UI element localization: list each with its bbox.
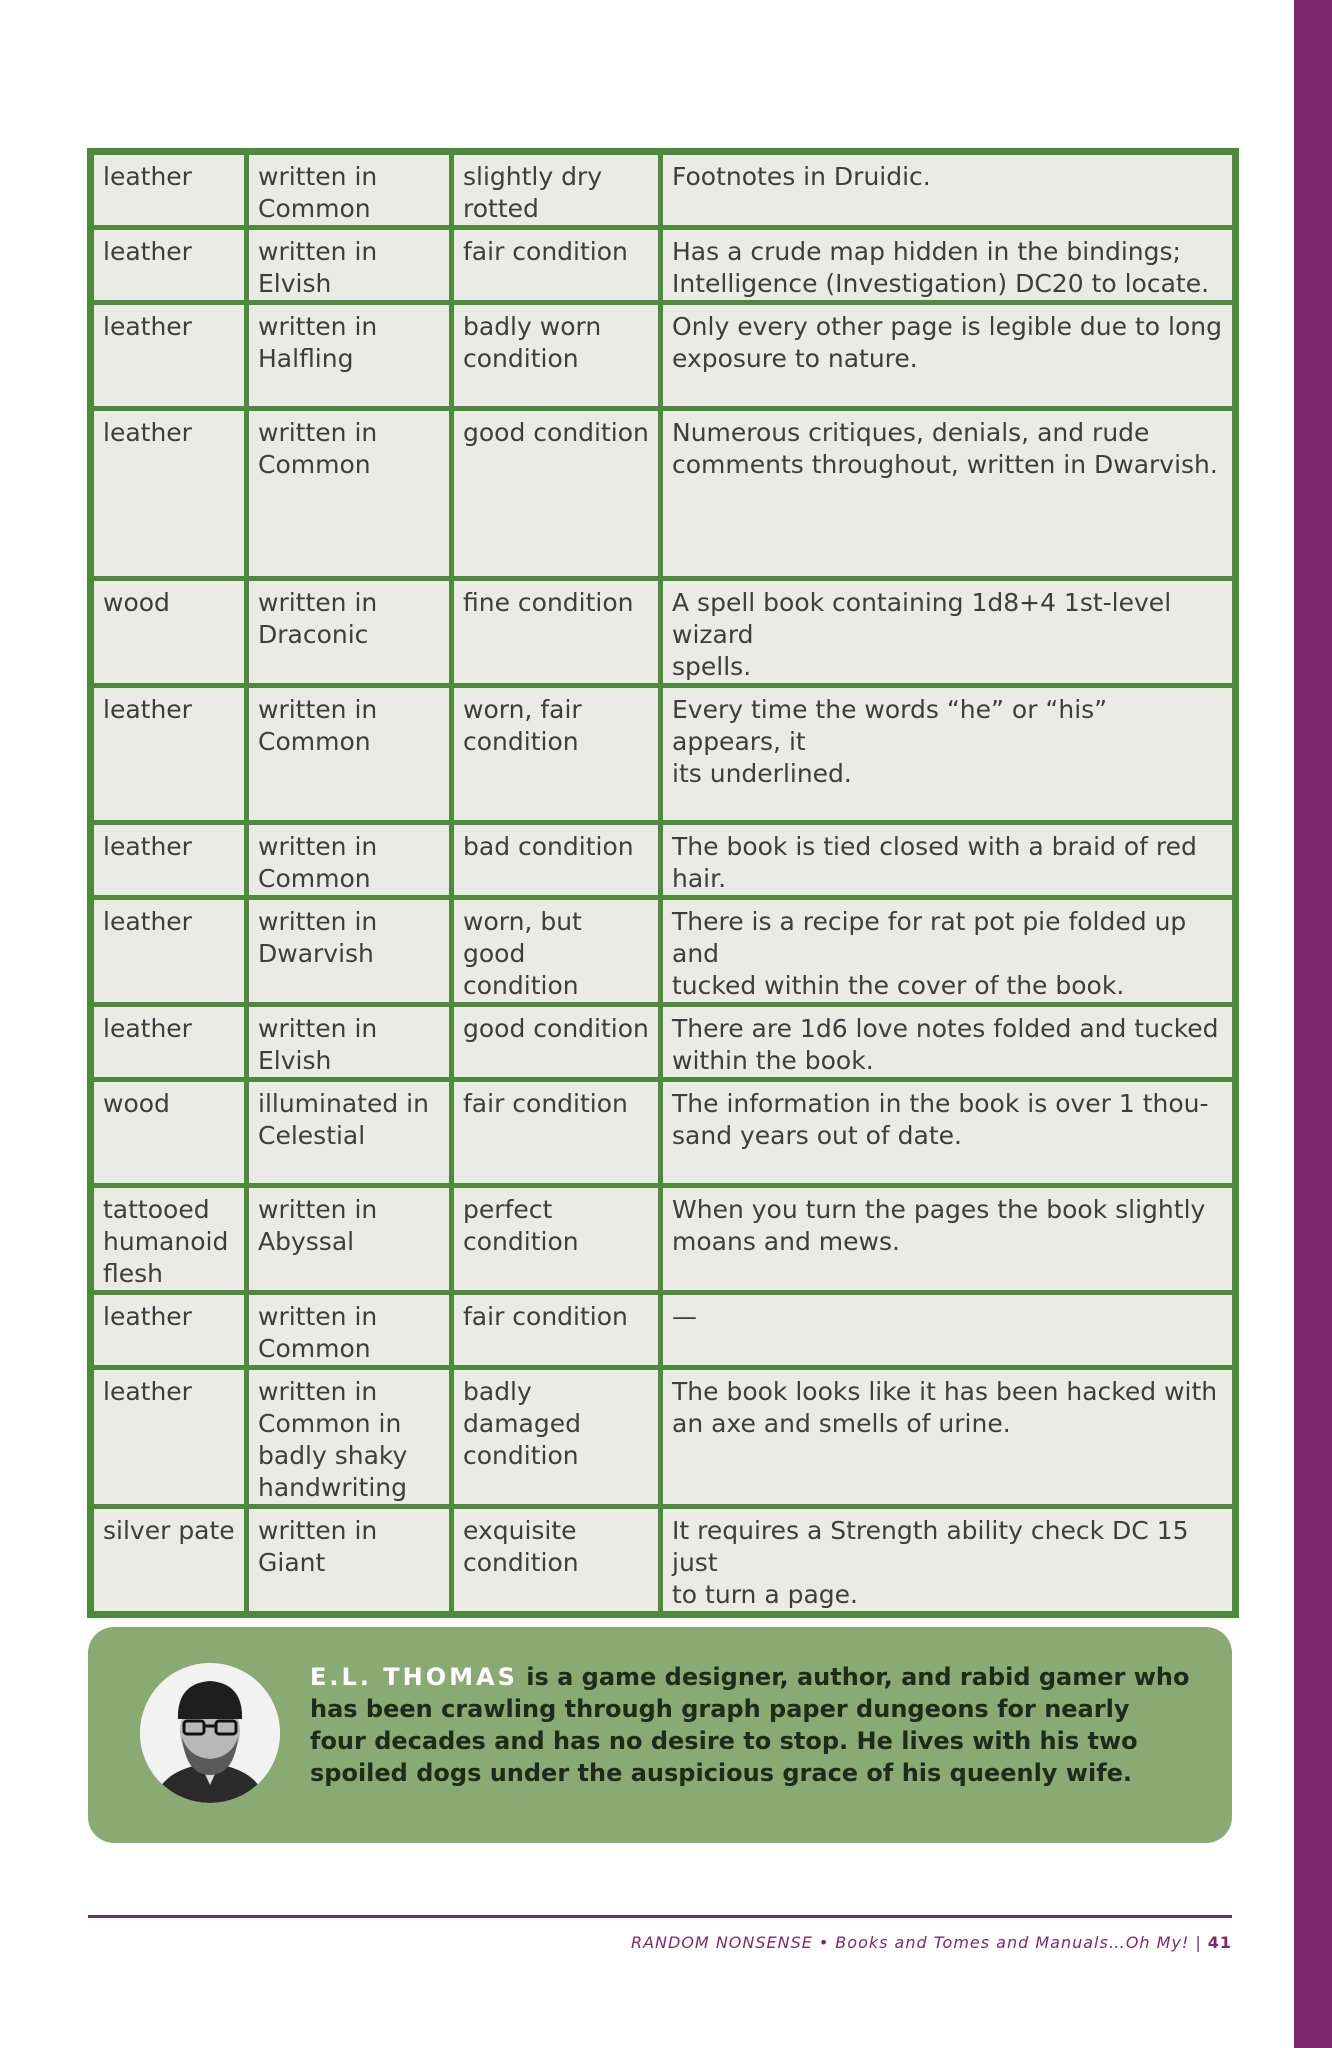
table-row (92, 303, 1235, 409)
cover-cell: wood (92, 579, 247, 686)
author-portrait-icon (140, 1663, 280, 1803)
note-cell: The book looks like it has been hacked with an axe and smells of urine. (661, 1368, 1235, 1507)
page-number: 41 (1207, 1933, 1232, 1952)
cover-cell: leather (92, 153, 247, 228)
language-cell: written in Dwarvish (247, 898, 452, 1005)
note-cell: It requires a Strength ability check DC 15 just to turn a page. (661, 1507, 1235, 1614)
language-cell: written in Giant (247, 1507, 452, 1614)
language-cell: written in Draconic (247, 579, 452, 686)
table-row (92, 153, 1235, 228)
language-cell: illuminated in Celestial (247, 1080, 452, 1186)
author-bio-box (88, 1627, 1232, 1843)
condition-cell: fair condition (452, 1293, 661, 1368)
cover-cell: silver pate (92, 1507, 247, 1614)
author-avatar (140, 1663, 280, 1803)
footer-section: RANDOM NONSENSE (630, 1933, 813, 1952)
language-cell: written in Common (247, 823, 452, 898)
condition-cell: badly damaged condition (452, 1368, 661, 1507)
note-cell: A spell book containing 1d8+4 1st-level wizard spells. (661, 579, 1235, 686)
cover-cell: leather (92, 228, 247, 303)
cover-cell: leather (92, 303, 247, 409)
condition-cell: good condition (452, 409, 661, 579)
table-row (92, 1293, 1235, 1368)
language-cell: written in Abyssal (247, 1186, 452, 1293)
note-cell: Has a crude map hidden in the bindings; Intelligence (Investigation) DC20 to locate. (661, 228, 1235, 303)
condition-cell: fair condition (452, 1080, 661, 1186)
table-row (92, 1507, 1235, 1614)
note-cell: The information in the book is over 1 thou- sand years out of date. (661, 1080, 1235, 1186)
language-cell: written in Elvish (247, 228, 452, 303)
language-cell: written in Common in badly shaky handwriting (247, 1368, 452, 1507)
table-row (92, 409, 1235, 579)
cover-cell: leather (92, 686, 247, 823)
cover-cell: wood (92, 1080, 247, 1186)
language-cell: written in Halfling (247, 303, 452, 409)
table-row (92, 1186, 1235, 1293)
condition-cell: good condition (452, 1005, 661, 1080)
cover-cell: leather (92, 1368, 247, 1507)
table-row (92, 1080, 1235, 1186)
condition-cell: slightly dry rotted (452, 153, 661, 228)
author-bio-text (310, 1661, 1190, 1789)
condition-cell: worn, fair condition (452, 686, 661, 823)
table-row (92, 686, 1235, 823)
condition-cell: worn, but good condition (452, 898, 661, 1005)
note-cell: There are 1d6 love notes folded and tucked within the book. (661, 1005, 1235, 1080)
cover-cell: leather (92, 1005, 247, 1080)
table-row (92, 898, 1235, 1005)
table-row (92, 228, 1235, 303)
cover-cell: leather (92, 823, 247, 898)
author-bio-body: is a game designer, author, and rabid gamer who has been crawling through graph paper dungeons for nearly four decades and has no desire to stop. He lives with his two spoiled dogs under the auspicious grace of his queenly wife. (310, 1663, 1190, 1787)
note-cell: When you turn the pages the book slightly moans and mews. (661, 1186, 1235, 1293)
condition-cell: fair condition (452, 228, 661, 303)
cover-cell: tattooed humanoid flesh (92, 1186, 247, 1293)
note-cell: — (661, 1293, 1235, 1368)
footer-pipe: | (1195, 1933, 1202, 1952)
table-row (92, 1368, 1235, 1507)
footer-bullet: • (818, 1933, 830, 1952)
author-name: E.L. THOMAS (310, 1663, 518, 1691)
language-cell: written in Common (247, 1293, 452, 1368)
cover-cell: leather (92, 1293, 247, 1368)
condition-cell: perfect condition (452, 1186, 661, 1293)
language-cell: written in Common (247, 686, 452, 823)
note-cell: Every time the words “he” or “his” appears, it its underlined. (661, 686, 1235, 823)
cover-cell: leather (92, 409, 247, 579)
book-table (89, 150, 1237, 1616)
footer-rule (88, 1915, 1232, 1918)
footer-chapter-title: Books and Tomes and Manuals…Oh My! (835, 1933, 1190, 1952)
language-cell: written in Common (247, 409, 452, 579)
condition-cell: badly worn condition (452, 303, 661, 409)
note-cell: Footnotes in Druidic. (661, 153, 1235, 228)
language-cell: written in Common (247, 153, 452, 228)
table-row (92, 579, 1235, 686)
language-cell: written in Elvish (247, 1005, 452, 1080)
note-cell: There is a recipe for rat pot pie folded up and tucked within the cover of the book. (661, 898, 1235, 1005)
page-edge-bar (1294, 0, 1332, 2048)
condition-cell: bad condition (452, 823, 661, 898)
note-cell: The book is tied closed with a braid of red hair. (661, 823, 1235, 898)
condition-cell: fine condition (452, 579, 661, 686)
page-footer (631, 1933, 1232, 1952)
condition-cell: exquisite condition (452, 1507, 661, 1614)
table-row (92, 823, 1235, 898)
note-cell: Only every other page is legible due to long exposure to nature. (661, 303, 1235, 409)
note-cell: Numerous critiques, denials, and rude comments throughout, written in Dwarvish. (661, 409, 1235, 579)
table-row (92, 1005, 1235, 1080)
book-table-body (92, 153, 1235, 1614)
cover-cell: leather (92, 898, 247, 1005)
